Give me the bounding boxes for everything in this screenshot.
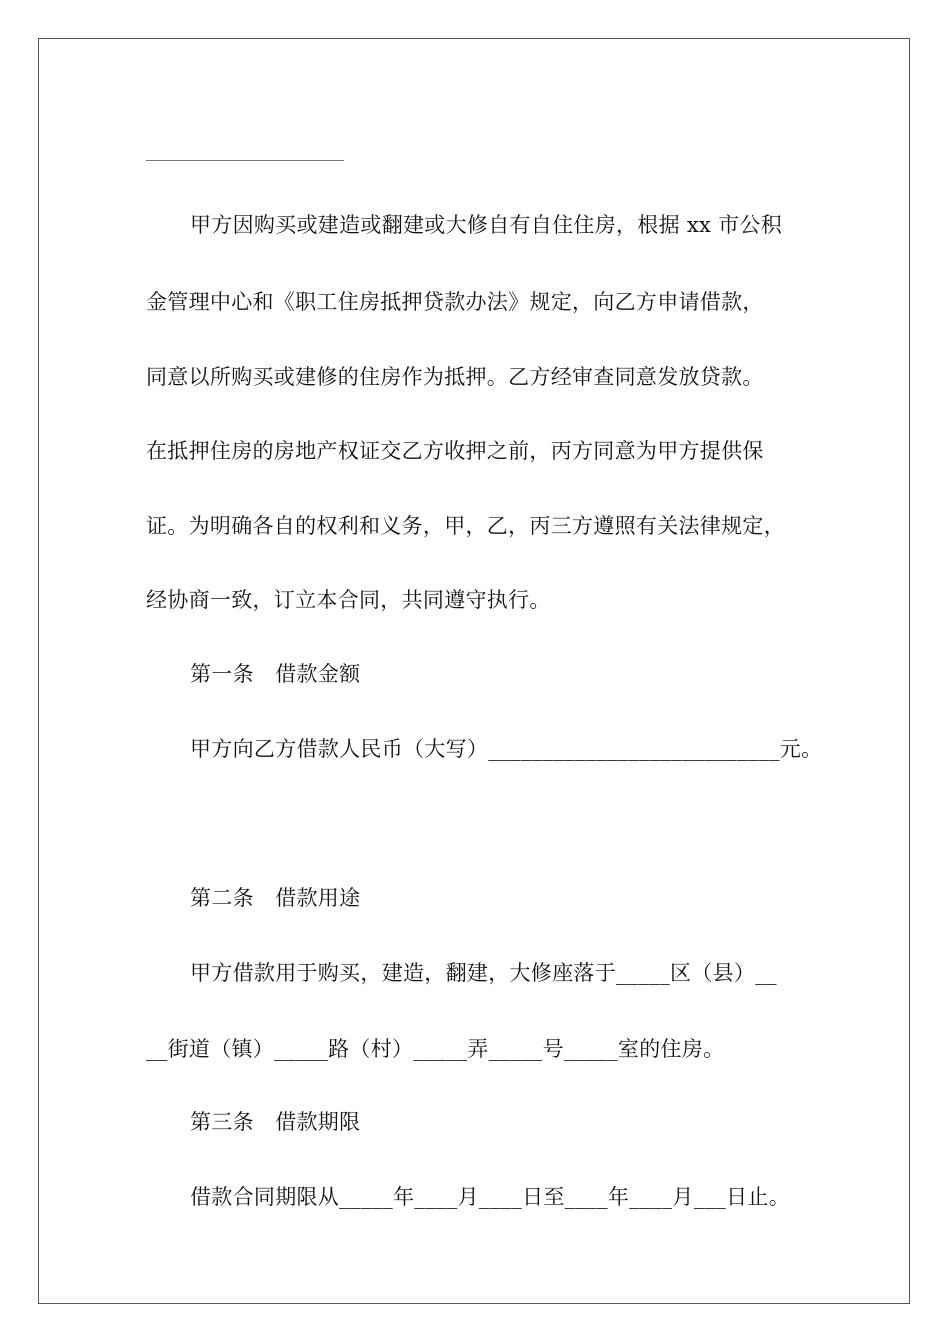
article-2-line-2: __街道（镇）_____路（村）_____弄_____号_____室的住房。 [146, 1037, 725, 1061]
article-3-heading: 第三条 借款期限 [190, 1110, 361, 1134]
preamble-line-1: 甲方因购买或建造或翻建或大修自有自住住房，根据 xx 市公积 [190, 213, 783, 237]
article-3-text: 借款合同期限从_____年____月____日至____年____月___日止。 [190, 1185, 790, 1209]
article-2-heading: 第二条 借款用途 [190, 886, 361, 910]
preamble-line-5: 证。为明确各自的权利和义务，甲，乙，丙三方遵照有关法律规定， [146, 514, 785, 538]
article-1-text: 甲方向乙方借款人民币（大写）___________________________元。 [190, 737, 823, 761]
preamble-line-4: 在抵押住房的房地产权证交乙方收押之前，丙方同意为甲方提供保 [146, 439, 764, 463]
article-2-line-1: 甲方借款用于购买，建造，翻建，大修座落于_____区（县）__ [190, 961, 777, 985]
preamble-line-6: 经协商一致，订立本合同，共同遵守执行。 [146, 588, 551, 612]
preamble-line-3: 同意以所购买或建修的住房作为抵押。乙方经审查同意发放贷款。 [146, 365, 764, 389]
article-1-heading: 第一条 借款金额 [190, 662, 361, 686]
header-rule [146, 160, 344, 161]
preamble-line-2: 金管理中心和《职工住房抵押贷款办法》规定，向乙方申请借款， [146, 290, 764, 314]
